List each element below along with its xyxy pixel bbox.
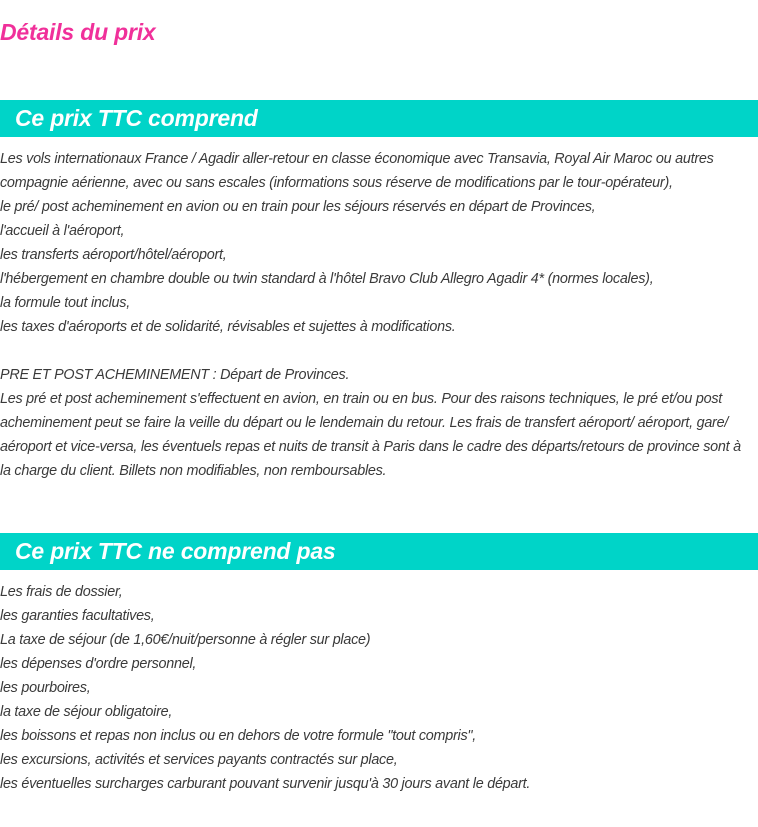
- excludes-section-header: [0, 533, 758, 570]
- excludes-line: les boissons et repas non inclus ou en dehors de votre formule "tout compris",: [0, 728, 476, 744]
- page-title: Détails du prix: [0, 19, 156, 45]
- excludes-line: la taxe de séjour obligatoire,: [0, 704, 173, 720]
- includes-heading: Ce prix TTC comprend: [15, 105, 258, 131]
- excludes-line: les éventuelles surcharges carburant pouvant survenir jusqu'à 30 jours avant le départ.: [0, 776, 531, 792]
- includes-section-header: [0, 100, 758, 137]
- pre-post-line: aéroport et vice-versa, les éventuels repas et nuits de transit à Paris dans le cadre des départs/retours de province sont à: [0, 439, 741, 455]
- pre-post-line: Les pré et post acheminement s'effectuent en avion, en train ou en bus. Pour des raisons techniques, le pré et/ou post: [0, 391, 722, 407]
- includes-line: Les vols internationaux France / Agadir aller-retour en classe économique avec Transavia, Royal Air Maroc ou autres: [0, 151, 714, 167]
- includes-line: l'accueil à l'aéroport,: [0, 223, 125, 239]
- excludes-line: La taxe de séjour (de 1,60€/nuit/personne à régler sur place): [0, 632, 371, 648]
- includes-line: compagnie aérienne, avec ou sans escales (informations sous réserve de modifications par le tour-opérateur),: [0, 175, 673, 191]
- includes-line: les taxes d'aéroports et de solidarité, révisables et sujettes à modifications.: [0, 319, 456, 335]
- excludes-line: les excursions, activités et services payants contractés sur place,: [0, 752, 398, 768]
- includes-line: le pré/ post acheminement en avion ou en train pour les séjours réservés en départ de Provinces,: [0, 199, 596, 215]
- excludes-list: [0, 580, 758, 796]
- pre-post-line: la charge du client. Billets non modifiables, non remboursables.: [0, 463, 387, 479]
- includes-line: la formule tout inclus,: [0, 295, 130, 311]
- excludes-line: les garanties facultatives,: [0, 608, 155, 624]
- excludes-line: Les frais de dossier,: [0, 584, 123, 600]
- excludes-heading: Ce prix TTC ne comprend pas: [15, 538, 336, 564]
- excludes-line: les dépenses d'ordre personnel,: [0, 656, 197, 672]
- includes-line: les transferts aéroport/hôtel/aéroport,: [0, 247, 227, 263]
- paragraph-gap: [0, 339, 758, 363]
- includes-list: [0, 147, 758, 483]
- includes-line: l'hébergement en chambre double ou twin standard à l'hôtel Bravo Club Allegro Agadir 4* (normes locales),: [0, 271, 654, 287]
- excludes-line: les pourboires,: [0, 680, 91, 696]
- pre-post-heading: PRE ET POST ACHEMINEMENT : Départ de Provinces.: [0, 367, 350, 383]
- pre-post-line: acheminement peut se faire la veille du départ ou le lendemain du retour. Les frais de transfert aéroport/ aéroport, gare/: [0, 415, 729, 431]
